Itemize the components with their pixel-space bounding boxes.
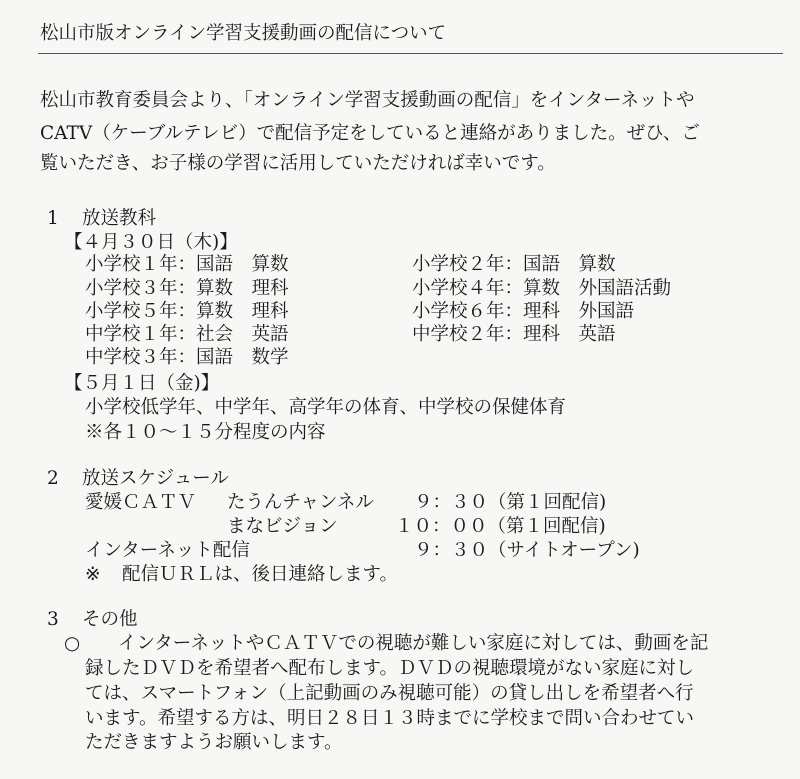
time-internet: ９：３０（サイトオープン) bbox=[414, 540, 640, 561]
catv-label: 愛媛ＣＡＴＶ bbox=[85, 492, 197, 513]
time-manavision: １０：００（第１回配信) bbox=[395, 516, 606, 537]
other-line-2: 録したＤＶＤを希望者へ配布します。ＤＶＤの視聴環境がない家庭に対し bbox=[85, 658, 695, 679]
intro-line-1: 松山市教育委員会より、「オンライン学習支援動画の配信」をインターネットや bbox=[40, 90, 695, 111]
circle-bullet: ○ bbox=[64, 633, 81, 654]
url-note-mark: ※ bbox=[85, 564, 101, 585]
url-note: 配信ＵＲＬは、後日連絡します。 bbox=[122, 564, 399, 585]
other-line-1: インターネットやＣＡＴＶでの視聴が難しい家庭に対しては、動画を記 bbox=[118, 633, 709, 654]
subject-row-1-right: 小学校２年：国語 算数 bbox=[412, 254, 616, 275]
section-1-number: 1 bbox=[47, 208, 59, 229]
other-line-5: ただきますようお願いします。 bbox=[85, 732, 343, 753]
subject-row-3-left: 小学校５年：算数 理科 bbox=[85, 301, 289, 322]
pe-subjects: 小学校低学年、中学年、高学年の体育、中学校の保健体育 bbox=[85, 397, 567, 418]
section-2-number: 2 bbox=[47, 468, 59, 489]
channel-town: たうんチャンネル bbox=[227, 492, 374, 513]
title-divider bbox=[38, 53, 783, 54]
doc-title: 松山市版オンライン学習支援動画の配信について bbox=[40, 23, 447, 44]
channel-manavision: まなビジョン bbox=[227, 516, 338, 537]
subject-row-4-right: 中学校２年：理科 英語 bbox=[412, 324, 616, 345]
internet-label: インターネット配信 bbox=[85, 540, 250, 561]
date-heading-may1: 【５月１日（金)】 bbox=[64, 373, 220, 394]
section-3-number: 3 bbox=[47, 609, 59, 630]
date-heading-apr30: 【４月３０日（木)】 bbox=[64, 232, 238, 253]
subject-row-3-right: 小学校６年：理科 外国語 bbox=[412, 301, 635, 322]
section-2-heading: 放送スケジュール bbox=[82, 468, 229, 489]
subject-row-2-left: 小学校３年：算数 理科 bbox=[85, 278, 289, 299]
section-3-heading: その他 bbox=[82, 609, 138, 630]
other-line-3: ては、スマートフォン（上記動画のみ視聴可能）の貸し出しを希望者へ行 bbox=[85, 683, 694, 704]
subject-row-4-left: 中学校１年：社会 英語 bbox=[85, 324, 289, 345]
intro-line-3: 覧いただき、お子様の学習に活用していただければ幸いです。 bbox=[40, 153, 556, 174]
section-1-heading: 放送教科 bbox=[82, 208, 157, 229]
subject-row-5-left: 中学校３年：国語 数学 bbox=[85, 347, 289, 368]
time-town: ９：３０（第１回配信) bbox=[414, 492, 607, 513]
intro-line-2: CATV（ケーブルテレビ）で配信予定をしていると連絡がありました。ぜひ、ご bbox=[40, 123, 700, 144]
subject-row-2-right: 小学校４年：算数 外国語活動 bbox=[412, 278, 672, 299]
other-line-4: います。希望する方は、明日２８日１３時までに学校まで問い合わせてい bbox=[85, 708, 695, 729]
duration-note: ※各１０～１５分程度の内容 bbox=[85, 422, 326, 443]
subject-row-1-left: 小学校１年：国語 算数 bbox=[85, 254, 289, 275]
